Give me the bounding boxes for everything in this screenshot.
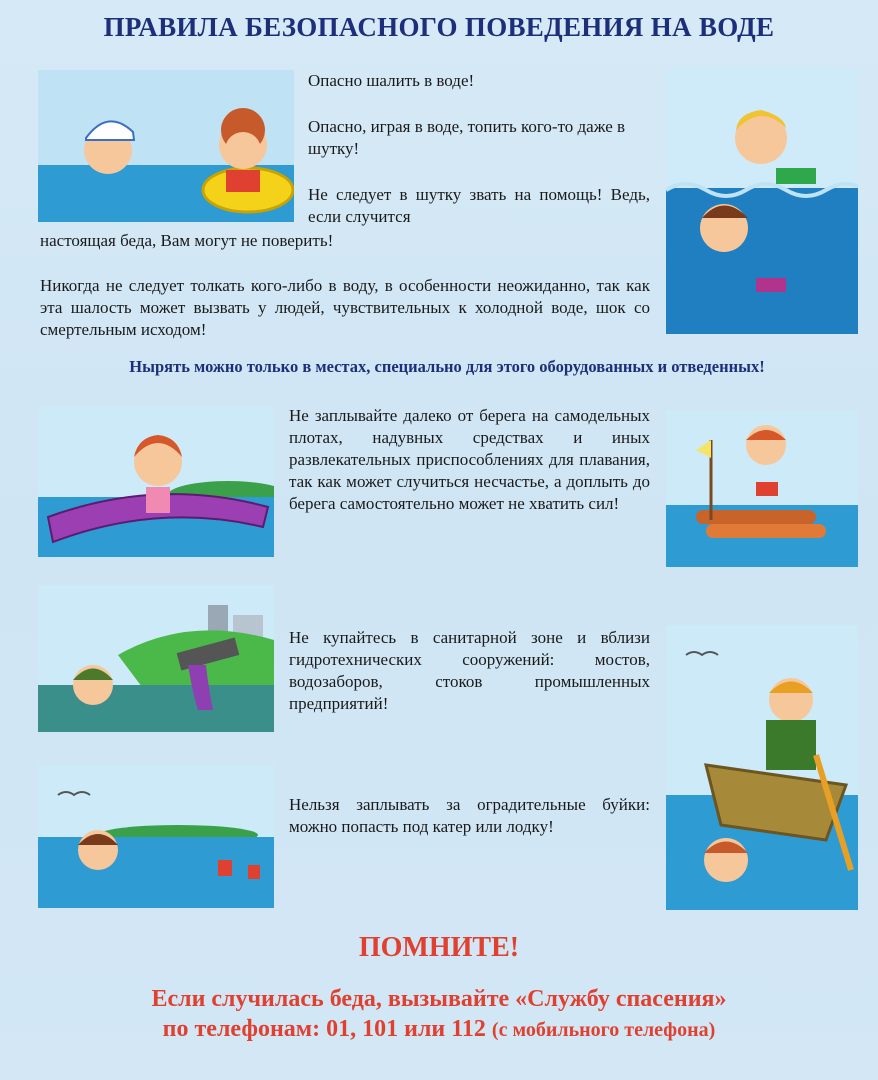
diving-rule: Нырять можно только в местах, специально для этого оборудованных и отведенных! <box>129 357 765 376</box>
text-buoys: Нельзя заплывать за оградительные буйки: можно попасть под катер или лодку! <box>289 795 650 836</box>
text-dangerous-play: Опасно шалить в воде! <box>308 71 475 90</box>
text-false-alarm-2: настоящая беда, Вам могут не поверить! <box>40 231 334 250</box>
text-no-drowning-jokes: Опасно, играя в воде, топить кого-то даже в шутку! <box>308 117 626 158</box>
illustration-pushing-underwater <box>666 68 858 334</box>
remember-heading: ПОМНИТЕ! <box>358 932 520 963</box>
phone-numbers: по телефонам: 01, 101 или 112 <box>162 1016 486 1042</box>
illustration-sewage-pipe <box>38 585 274 732</box>
rescue-call-block <box>0 984 878 1045</box>
illustration-kids-playing <box>38 70 294 222</box>
illustration-boat <box>666 625 858 910</box>
text-false-alarm-1: Не следует в шутку звать на помощь! Ведь, если случится <box>308 185 650 226</box>
text-sanitary-zone: Не купайтесь в санитарной зоне и вблизи гидротехнических сооружений: мостов, водозаборов, стоков промышленных предприятий! <box>289 628 650 713</box>
mobile-note: (с мобильного телефона) <box>491 1019 716 1041</box>
text-dont-swim-far: Не заплывайте далеко от берега на самодельных плотах, надувных средствах и иных развлекательных приспособлениях для плавания, так как может случиться несчастье, а доплыть до берега самостоятельно может не хватить сил! <box>289 406 650 513</box>
text-no-pushing: Никогда не следует толкать кого-либо в воду, в особенности неожиданно, так как эта шалость может вызвать у людей, чувствительных к холодной воде, шок со смертельным исходом! <box>40 276 650 339</box>
illustration-inflatable-mattress <box>38 407 274 557</box>
rescue-call-line-2 <box>0 1014 878 1045</box>
illustration-buoys <box>38 765 274 908</box>
illustration-raft <box>666 410 858 567</box>
rescue-call-line-1: Если случилась беда, вызывайте «Службу спасения» <box>151 986 727 1012</box>
page-title: ПРАВИЛА БЕЗОПАСНОГО ПОВЕДЕНИЯ НА ВОДЕ <box>103 12 775 42</box>
